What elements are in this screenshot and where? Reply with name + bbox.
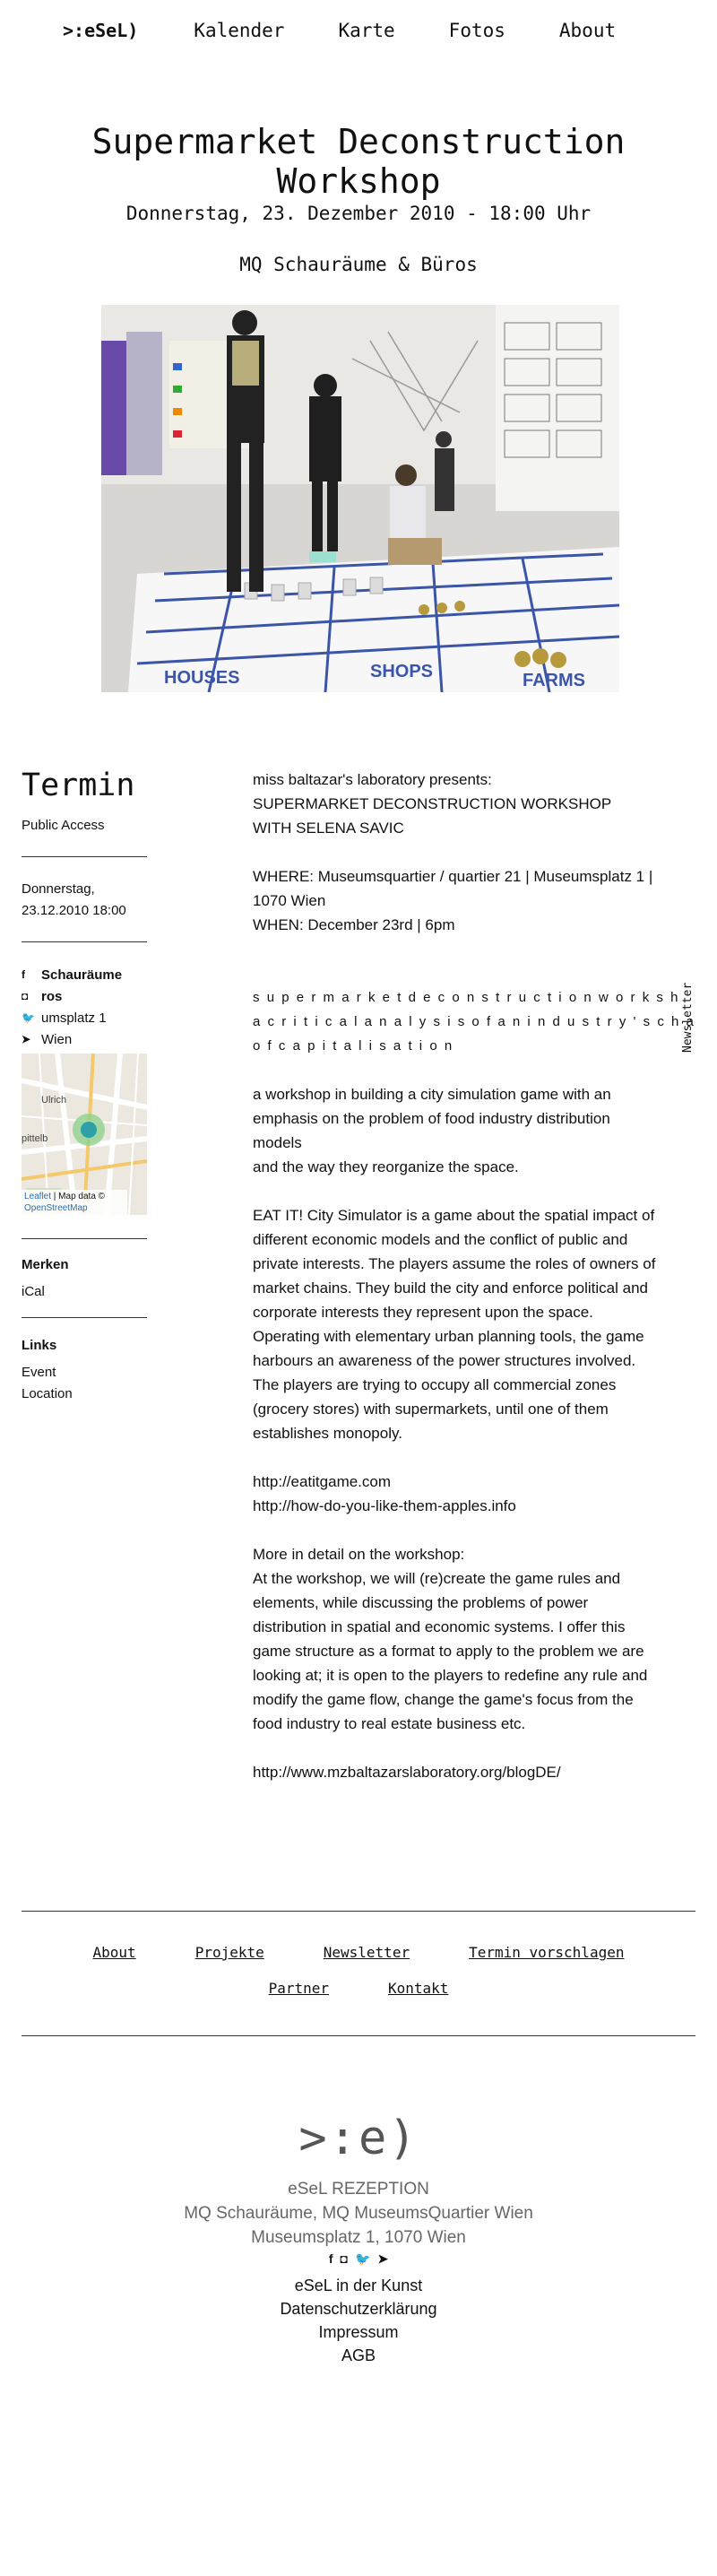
footer-logo: >:e) bbox=[298, 2112, 419, 2165]
sidebar-divider bbox=[22, 1317, 147, 1318]
footer-link-partner[interactable]: Partner bbox=[268, 1980, 329, 1997]
nav-item-karte[interactable]: Karte bbox=[338, 20, 395, 41]
project-urls[interactable]: http://eatitgame.com http://how-do-you-like-them-apples.info bbox=[253, 1473, 516, 1514]
event-description bbox=[253, 768, 701, 1784]
venue-fragment: ros bbox=[41, 988, 63, 1004]
telegram-icon[interactable]: ➤ bbox=[377, 2251, 389, 2266]
nav-item-kalender[interactable]: Kalender bbox=[194, 20, 285, 41]
openstreetmap-link[interactable]: OpenStreetMap bbox=[24, 1203, 88, 1213]
facebook-icon[interactable]: f bbox=[328, 2251, 333, 2266]
floor-label-farms: FARMS bbox=[523, 671, 585, 690]
game-description: EAT IT! City Simulator is a game about the spatial impact of different economic models and the conflict of public and private interests. The players assume the roles of owners of market chains. They build the city and enforce political and corporate interests they represent upon the space. Operating with elementary urban planning tools, the game harbours an awareness of the power structures involved. The players are trying to occupy all commercial zones (grocery stores) with supermarkets, until one of them establishes monopoly. bbox=[253, 1207, 656, 1442]
footer-org: eSeL REZEPTION bbox=[288, 2180, 429, 2199]
footer-link-kunst[interactable]: eSeL in der Kunst bbox=[294, 2277, 423, 2294]
footer-address-line1: MQ Schauräume, MQ MuseumsQuartier Wien bbox=[184, 2204, 533, 2223]
where-when-text: WHERE: Museumsquartier / quartier 21 | Museumsplatz 1 | 1070 Wien WHEN: December 23rd | 6pm bbox=[253, 868, 653, 933]
footer-link-projekte[interactable]: Projekte bbox=[194, 1944, 264, 1961]
site-logo[interactable]: >:eSeL) bbox=[63, 20, 139, 41]
map-label-spittelberg: pittelb bbox=[22, 1133, 48, 1144]
floor-label-houses: HOUSES bbox=[164, 668, 240, 688]
event-photo bbox=[101, 305, 619, 692]
footer-links bbox=[0, 2274, 717, 2367]
share-telegram-row bbox=[22, 1028, 147, 1050]
venue-fragment: Schauräume bbox=[41, 967, 123, 983]
nav-item-fotos[interactable]: Fotos bbox=[448, 20, 505, 41]
footer-nav-row2 bbox=[0, 1980, 717, 1997]
newsletter-tab-label: Newsletter bbox=[681, 982, 695, 1053]
map-data-text: | Map data © bbox=[51, 1192, 106, 1201]
leaflet-link[interactable]: Leaflet bbox=[24, 1192, 52, 1201]
city-fragment: Wien bbox=[41, 1031, 73, 1047]
footer-link-datenschutz[interactable]: Datenschutzerklärung bbox=[280, 2300, 437, 2318]
blog-url[interactable]: http://www.mzbaltazarslaboratory.org/blogDE/ bbox=[253, 1764, 561, 1781]
footer-nav-row1 bbox=[0, 1944, 717, 1961]
map-label-ulrich: Ulrich bbox=[41, 1095, 67, 1106]
footer-divider bbox=[22, 1911, 695, 1912]
share-twitter-row bbox=[22, 1007, 147, 1028]
spaced-subtitle: supermarketdeconstructionworksh acriticalanalysisofanindustry'scha ofcapitalisation bbox=[253, 990, 702, 1054]
nav-item-about[interactable]: About bbox=[558, 20, 617, 41]
workshop-details: More in detail on the workshop: At the workshop, we will (re)create the game rules and elements, while discussing the problems of power distribution in spatial and economic systems. I offer this game structure as a format to apply to the problem we are looking at; it is open to the players to redefine any rule and modify the game flow, change the game's focus from the food industry to real estate business etc. bbox=[253, 1546, 648, 1732]
sidebar-divider bbox=[22, 856, 147, 857]
share-facebook-row bbox=[22, 964, 147, 985]
footer-link-impressum[interactable]: Impressum bbox=[318, 2323, 399, 2341]
event-venue: MQ Schauräume & Büros bbox=[239, 254, 478, 275]
footer-divider bbox=[22, 2035, 695, 2036]
location-map[interactable] bbox=[22, 1054, 147, 1215]
footer-address bbox=[0, 2177, 717, 2250]
ical-link[interactable]: iCal bbox=[22, 1284, 45, 1299]
footer-address-line2: Museumsplatz 1, 1070 Wien bbox=[251, 2228, 466, 2247]
footer-link-agb[interactable]: AGB bbox=[341, 2346, 376, 2364]
summary-text: a workshop in building a city simulation game with an emphasis on the problem of food industry distribution models and the way they reorganize the space. bbox=[253, 1086, 611, 1175]
event-sidebar bbox=[22, 768, 147, 1405]
location-link[interactable]: Location bbox=[22, 1386, 73, 1401]
merken-heading: Merken bbox=[22, 1257, 69, 1272]
sidebar-divider bbox=[22, 1238, 147, 1239]
telegram-icon[interactable]: ➤ bbox=[22, 1033, 31, 1045]
footer-link-about[interactable]: About bbox=[92, 1944, 136, 1961]
share-instagram-row bbox=[22, 985, 147, 1007]
event-date: Donnerstag, 23. Dezember 2010 - 18:00 Uhr bbox=[125, 203, 592, 224]
facebook-icon[interactable]: f bbox=[22, 968, 25, 981]
event-link[interactable]: Event bbox=[22, 1365, 56, 1380]
page-title: Supermarket Deconstruction Workshop bbox=[91, 122, 626, 201]
event-photo-illustration bbox=[101, 305, 619, 692]
address-fragment: umsplatz 1 bbox=[41, 1010, 107, 1026]
links-heading: Links bbox=[22, 1338, 57, 1353]
floor-label-shops: SHOPS bbox=[370, 662, 434, 681]
intro-text: miss baltazar's laboratory presents: SUPERMARKET DECONSTRUCTION WORKSHOP WITH SELENA SAVIC bbox=[253, 771, 612, 837]
sidebar-heading: Termin bbox=[22, 768, 135, 803]
twitter-icon[interactable]: 🐦 bbox=[22, 1011, 35, 1024]
top-nav bbox=[63, 20, 669, 41]
sidebar-date-weekday: Donnerstag, bbox=[22, 881, 95, 897]
sidebar-divider bbox=[22, 941, 147, 942]
footer-link-newsletter[interactable]: Newsletter bbox=[323, 1944, 410, 1961]
footer-link-termin-vorschlagen[interactable]: Termin vorschlagen bbox=[469, 1944, 625, 1961]
instagram-icon[interactable]: ◘ bbox=[340, 2251, 348, 2266]
map-attribution bbox=[22, 1190, 127, 1215]
footer-link-kontakt[interactable]: Kontakt bbox=[388, 1980, 449, 1997]
instagram-icon[interactable]: ◘ bbox=[22, 990, 29, 1002]
footer-social bbox=[0, 2251, 717, 2267]
access-label: Public Access bbox=[22, 818, 105, 833]
sidebar-date-time: 23.12.2010 18:00 bbox=[22, 903, 126, 918]
twitter-icon[interactable]: 🐦 bbox=[354, 2251, 371, 2266]
